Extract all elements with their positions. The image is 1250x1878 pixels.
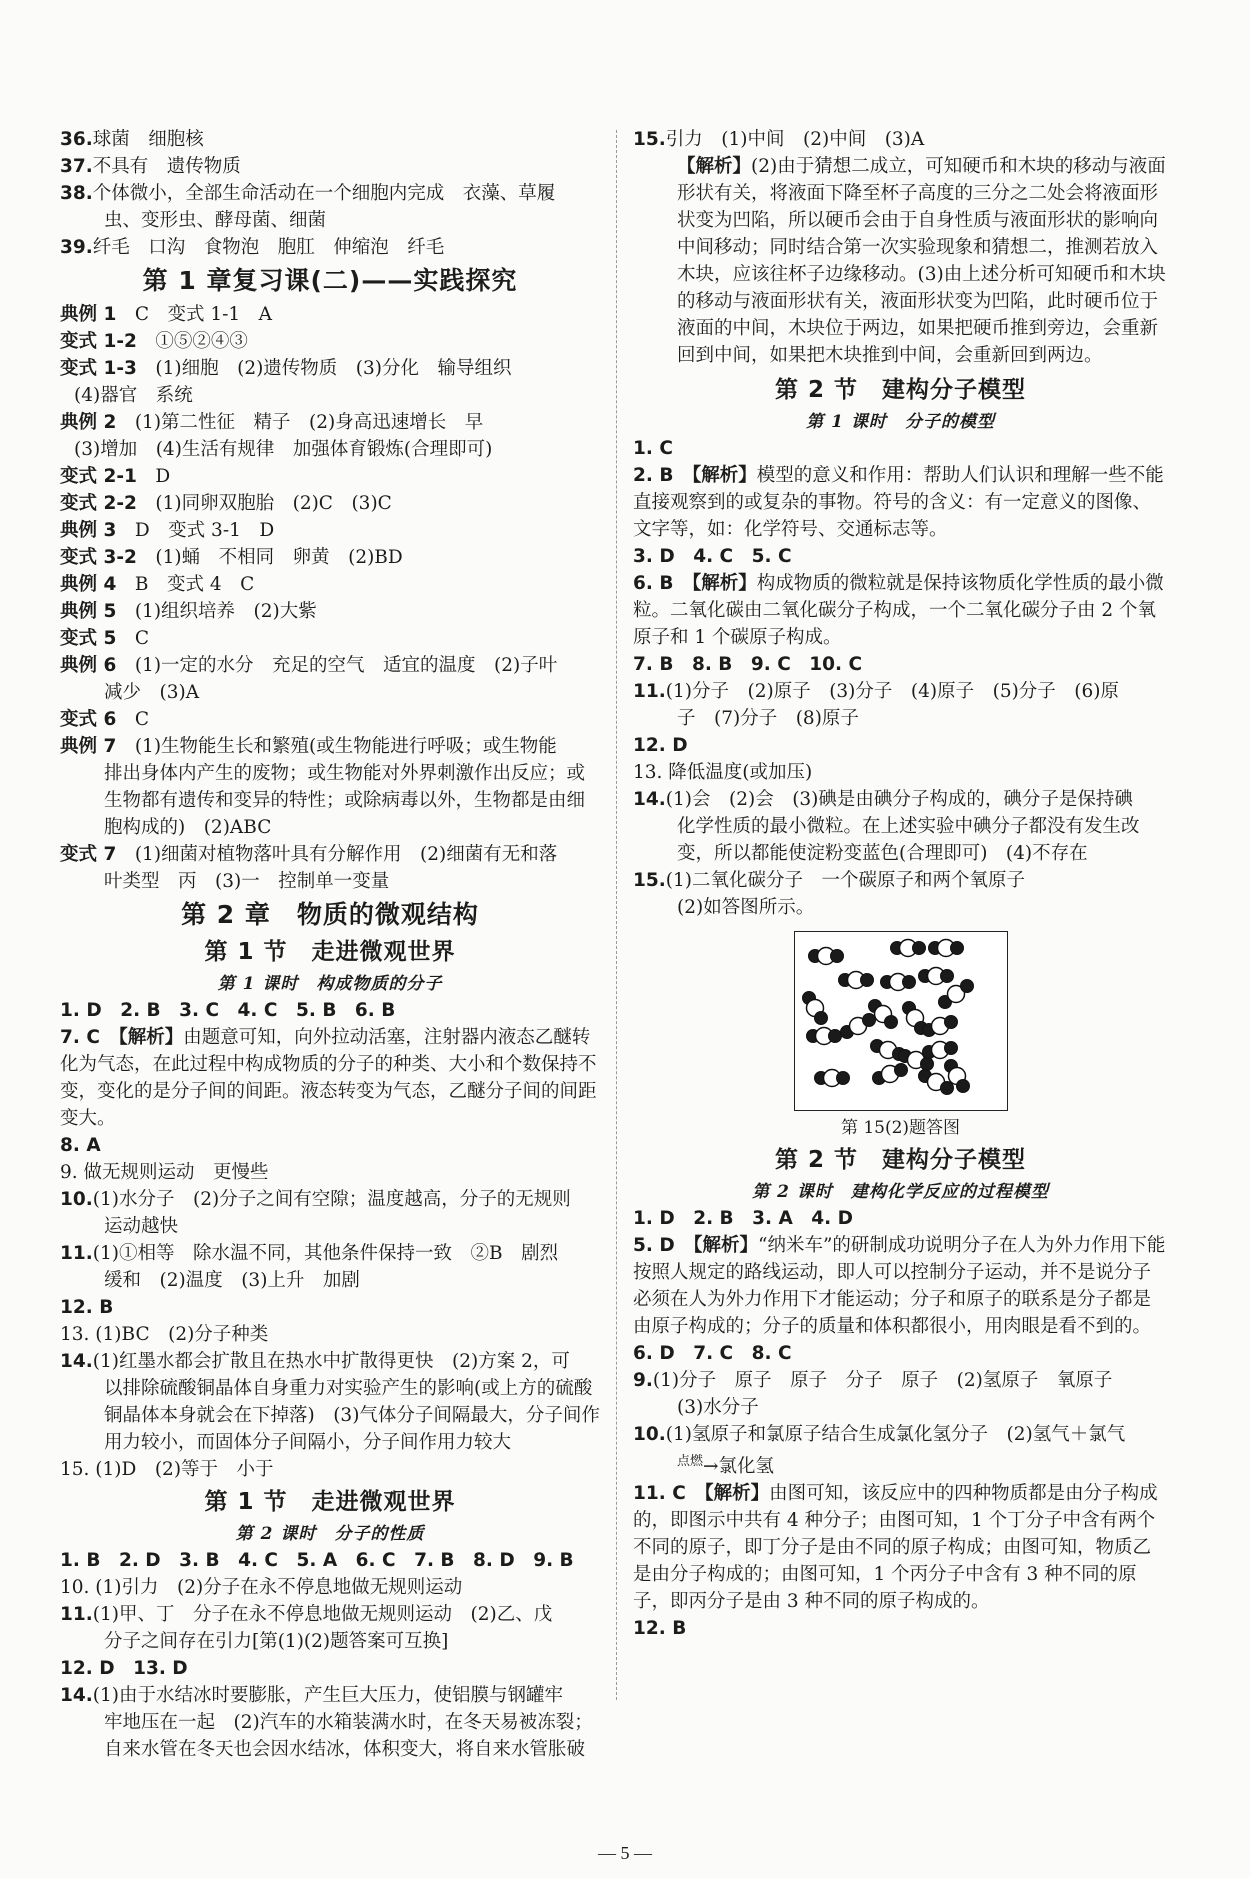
co2-molecule <box>880 974 915 991</box>
answer-c11-cont: 子 (7)分子 (8)原子 <box>677 708 859 729</box>
variant-2-2: 变式 2-2 (1)同卵双胞胎 (2)C (3)C <box>60 493 392 514</box>
answer-c11: 11.(1)分子 (2)原子 (3)分子 (4)原子 (5)分子 (6)原 <box>633 681 1120 702</box>
chapter2-heading: 第 2 章 物质的微观结构 <box>181 900 479 929</box>
answer-c15-cont: (2)如答图所示。 <box>677 897 815 918</box>
answer-d9-cont: (3)水分子 <box>677 1397 759 1418</box>
answer-14: 14.(1)红墨水都会扩散且在热水中扩散得更快 (2)方案 2，可 <box>60 1351 570 1372</box>
lesson2-heading: 第 2 课时 分子的性质 <box>235 1524 425 1544</box>
answer-c1: 1. C <box>633 438 673 459</box>
variant-3-2: 变式 3-2 (1)蛹 不相同 卵黄 (2)BD <box>60 547 403 568</box>
answer-11-cont: 缓和 (2)温度 (3)上升 加剧 <box>104 1270 360 1291</box>
column-divider <box>616 130 617 1700</box>
answers-d1-4: 1. D 2. B 3. A 4. D <box>633 1208 853 1229</box>
co2-molecule <box>814 1070 849 1087</box>
example-7-cont: 排出身体内产生的废物；或生物能对外界刺激作出反应；或生物都有遗传和变异的特性；或除病毒以外，生物都是由细胞构成的) (2)ABC <box>104 763 586 838</box>
co2-molecule <box>802 992 827 1025</box>
answer-38: 38.个体微小，全部生命活动在一个细胞内完成 衣藻、草履 <box>60 183 556 204</box>
answer-d12: 12. B <box>633 1618 687 1640</box>
lesson1-model-heading: 第 1 课时 分子的模型 <box>806 412 995 432</box>
answer-9: 9. 做无规则运动 更慢些 <box>60 1162 269 1183</box>
example-6-cont: 减少 (3)A <box>104 682 200 703</box>
answer-d9: 9.(1)分子 原子 原子 分子 原子 (2)氢原子 氧原子 <box>633 1370 1113 1391</box>
right-column <box>633 126 1168 1642</box>
co2-molecule <box>806 1028 841 1045</box>
variant-5: 变式 5 C <box>60 628 149 649</box>
variant-1-2: 变式 1-2 ①⑤②④③ <box>60 331 248 352</box>
example-1: 典例 1 C 变式 1-1 A <box>60 304 273 325</box>
variant-1-3-cont: (4)器官 系统 <box>74 385 193 406</box>
co2-molecule <box>938 980 973 1009</box>
answer-b14: 14.(1)由于水结冰时要膨胀，产生巨大压力，使铝膜与钢罐牢 <box>60 1685 563 1706</box>
answer-c12: 12. D <box>633 735 688 756</box>
example-7: 典例 7 (1)生物能生长和繁殖(或生物能进行呼吸；或生物能 <box>60 736 557 757</box>
lesson1-heading: 第 1 课时 构成物质的分子 <box>217 974 443 994</box>
co2-molecule <box>840 1014 875 1039</box>
example-2-cont: (3)增加 (4)生活有规律 加强体育锻炼(合理即可) <box>74 439 493 460</box>
answer-11: 11.(1)①相等 除水温不同，其他条件保持一致 ②B 剧烈 <box>60 1243 559 1264</box>
variant-2-1: 变式 2-1 D <box>60 466 171 487</box>
co2-molecule <box>922 1016 957 1037</box>
answer-10: 10.(1)水分子 (2)分子之间有空隙；温度越高，分子的无规则 <box>60 1189 571 1210</box>
answers-c7-10: 7. B 8. B 9. C 10. C <box>633 654 863 675</box>
section2-heading: 第 2 节 建构分子模型 <box>774 377 1027 403</box>
co2-molecule <box>922 1042 957 1059</box>
section2b-heading: 第 2 节 建构分子模型 <box>774 1147 1027 1173</box>
answer-d10-cont: $^{点燃}$→氯化氢 <box>677 1454 775 1478</box>
example-4: 典例 4 B 变式 4 C <box>60 574 255 595</box>
answer-15: 15. (1)D (2)等于 小于 <box>60 1459 274 1480</box>
answer-36: 36.球菌 细胞核 <box>60 129 204 150</box>
answer-c14-cont: 化学性质的最小微粒。在上述实验中碘分子都没有发生改变，所以都能使淀粉变蓝色(合理即可) (4)不存在 <box>677 816 1140 864</box>
co2-molecules-svg <box>795 932 1007 1110</box>
chapter1-review-heading: 第 1 章复习课(二)——实践探究 <box>142 266 518 295</box>
answer-d5: 5. D 【解析】“纳米车”的研制成功说明分子在人为外力作用下能按照人规定的路线运动，即人可以控制分子运动，并不是说分子必须在人为外力作用下才能运动；分子和原子的联系是分子都是由原子构成的；分子的质量和体积都很小，用肉眼是看不到的。 <box>633 1235 1166 1337</box>
co2-molecule <box>890 940 925 957</box>
answer-39: 39.纤毛 口沟 食物泡 胞肛 伸缩泡 纤毛 <box>60 237 445 258</box>
section1b-heading: 第 1 节 走进微观世界 <box>204 1489 456 1515</box>
example-6: 典例 6 (1)一定的水分 充足的空气 适宜的温度 (2)子叶 <box>60 655 558 676</box>
co2-molecule <box>838 972 873 989</box>
answer-c14: 14.(1)会 (2)会 (3)碘是由碘分子构成的，碘分子是保持碘 <box>633 789 1133 810</box>
answer-12: 12. B <box>60 1297 114 1318</box>
lesson2-reaction-heading: 第 2 课时 建构化学反应的过程模型 <box>752 1182 1049 1202</box>
example-2: 典例 2 (1)第二性征 精子 (2)身高迅速增长 早 <box>60 412 484 433</box>
answer-38-cont: 虫、变形虫、酵母菌、细菌 <box>104 210 327 231</box>
co2-molecule <box>928 940 963 957</box>
answer-37: 37.不具有 遗传物质 <box>60 156 241 177</box>
answers-1-6: 1. D 2. B 3. C 4. C 5. B 6. B <box>60 1000 396 1021</box>
variant-6: 变式 6 C <box>60 709 149 730</box>
answer-c2: 2. B 【解析】模型的意义和作用：帮助人们认识和理解一些不能直接观察到的或复杂的事物。符号的含义：有一定意义的图像、文字等，如：化学符号、交通标志等。 <box>633 465 1164 540</box>
answer-c6: 6. B 【解析】构成物质的微粒就是保持该物质化学性质的最小微粒。二氧化碳由二氧化碳分子构成，一个二氧化碳分子由 2 个氧原子和 1 个碳原子构成。 <box>633 573 1164 648</box>
section1-heading: 第 1 节 走进微观世界 <box>204 939 456 965</box>
variant-1-3: 变式 1-3 (1)细胞 (2)遗传物质 (3)分化 输导组织 <box>60 358 512 379</box>
answer-b12-13: 12. D 13. D <box>60 1658 188 1679</box>
co2-molecule <box>918 968 953 985</box>
co2-molecule-diagram <box>794 931 1008 1111</box>
reaction-condition: 点燃 <box>677 1454 704 1469</box>
answers-d6-8: 6. D 7. C 8. C <box>633 1343 792 1364</box>
answer-b10: 10. (1)引力 (2)分子在永不停息地做无规则运动 <box>60 1577 463 1598</box>
answer-c15: 15.(1)二氧化碳分子 一个碳原子和两个氧原子 <box>633 870 1025 891</box>
answer-d10: 10.(1)氢原子和氯原子结合生成氯化氢分子 (2)氢气＋氯气 <box>633 1424 1126 1445</box>
answer-d11: 11. C 【解析】由图可知，该反应中的四种物质都是由分子构成的，即图示中共有 4 种分子；由图可知，1 个丁分子中含有两个不同的原子，即丁分子是由不同的原子构成；由图可知，物质乙是由分子构成的；由图可知，1 个丙分子中含有 3 种不同的原子，即丙分子是由 3 种不同的原子构成的。 <box>633 1483 1158 1613</box>
answer-8: 8. A <box>60 1135 101 1156</box>
answer-r15: 15.引力 (1)中间 (2)中间 (3)A <box>633 129 925 150</box>
answer-c13: 13. 降低温度(或加压) <box>633 762 813 783</box>
answer-7: 7. C 【解析】由题意可知，向外拉动活塞，注射器内液态乙醚转化为气态，在此过程中构成物质的分子的种类、大小和个数保持不变，变化的是分子间的间距。液态转变为气态，乙醚分子间的间距变大。 <box>60 1027 597 1129</box>
example-5: 典例 5 (1)组织培养 (2)大紫 <box>60 601 317 622</box>
co2-molecule <box>872 1064 907 1085</box>
answer-b11: 11.(1)甲、丁 分子在永不停息地做无规则运动 (2)乙、戊 <box>60 1604 553 1625</box>
answers-1-9: 1. B 2. D 3. B 4. C 5. A 6. C 7. B 8. D 9. B <box>60 1550 574 1571</box>
answer-b14-cont: 牢地压在一起 (2)汽车的水箱装满水时，在冬天易被冻裂；自来水管在冬天也会因水结冰，体积变大，将自来水管胀破 <box>104 1712 593 1760</box>
example-3: 典例 3 D 变式 3-1 D <box>60 520 275 541</box>
page-number: — 5 — <box>598 1843 652 1863</box>
answer-b11-cont: 分子之间存在引力[第(1)(2)题答案可互换] <box>104 1631 449 1652</box>
answers-c3-5: 3. D 4. C 5. C <box>633 546 792 567</box>
answer-10-cont: 运动越快 <box>104 1216 179 1237</box>
co2-molecule <box>808 948 843 965</box>
figure-caption: 第 15(2)题答图 <box>840 1118 961 1138</box>
answer-14-cont: 以排除硫酸铜晶体自身重力对实验产生的影响(或上方的硫酸铜晶体本身就会在下掉落) (3)气体分子间隔最大，分子间作用力较小，而固体分子间隔小，分子间作用力较大 <box>104 1378 600 1453</box>
left-column <box>60 126 600 1763</box>
answer-13: 13. (1)BC (2)分子种类 <box>60 1324 269 1345</box>
variant-7-cont: 叶类型 丙 (3)一 控制单一变量 <box>104 871 390 892</box>
answer-r15-explanation: 【解析】(2)由于猜想二成立，可知硬币和木块的移动与液面形状有关，将液面下降至杯子高度的三分之二处会将液面形状变为凹陷，所以硬币会由于自身性质与液面形状的影响向中间移动；同时结合第一次实验现象和猜想二，推测若放入木块，应该往杯子边缘移动。(3)由上述分析可知硬币和木块的移动与液面形状有关，液面形状变为凹陷，此时硬币位于液面的中间，木块位于两边，如果把硬币推到旁边，会重新回到中间，如果把木块推到中间，会重新回到两边。 <box>677 156 1166 366</box>
variant-7: 变式 7 (1)细菌对植物落叶具有分解作用 (2)细菌有无和落 <box>60 844 558 865</box>
